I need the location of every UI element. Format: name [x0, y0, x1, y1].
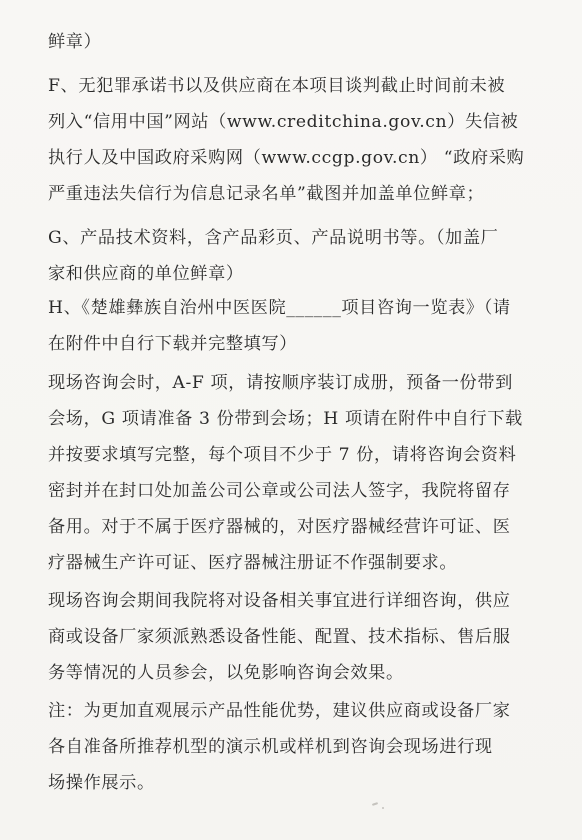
scan-speck [372, 802, 378, 806]
text-line: 商或设备厂家须派熟悉设备性能、配置、技术指标、售后服 [48, 627, 511, 647]
text-line: F、无犯罪承诺书以及供应商在本项目谈判截止时间前未被 [48, 76, 506, 96]
text-line: 在附件中自行下载并完整填写） [48, 334, 298, 354]
text-line: 各自准备所推荐机型的演示机或样机到咨询会现场进行现 [48, 737, 493, 757]
text-line: 务等情况的人员参会，以免影响咨询会效果。 [48, 663, 404, 683]
text-line: 家和供应商的单位鲜章） [48, 264, 244, 284]
text-line: 并按要求填写完整，每个项目不少于 7 份，请将咨询会资料 [48, 445, 517, 465]
scan-speck [382, 807, 384, 809]
text-line: 严重违法失信行为信息记录名单”截图并加盖单位鲜章； [48, 184, 485, 204]
text-line: 执行人及中国政府采购网（www.ccgp.gov.cn） “政府采购 [48, 148, 525, 168]
text-line: 会场，G 项请准备 3 份带到会场；H 项请在附件中自行下载 [48, 409, 523, 429]
text-line: 场操作展示。 [48, 773, 155, 793]
text-line: 备用。对于不属于医疗器械的，对医疗器械经营许可证、医 [48, 517, 511, 537]
text-line: H、《楚雄彝族自治州中医医院______项目咨询一览表》（请 [48, 298, 511, 318]
text-line: 现场咨询会期间我院将对设备相关事宜进行详细咨询，供应 [48, 591, 511, 611]
text-line: 鲜章） [48, 32, 102, 52]
text-line: 密封并在封口处加盖公司公章或公司法人签字，我院将留存 [48, 481, 511, 501]
text-line: 现场咨询会时，A-F 项，请按顺序装订成册，预备一份带到 [48, 373, 513, 393]
text-line: 列入“信用中国”网站（www.creditchina.gov.cn）失信被 [48, 112, 519, 132]
text-line: 注：为更加直观展示产品性能优势，建议供应商或设备厂家 [48, 701, 511, 721]
text-line: G、产品技术资料，含产品彩页、产品说明书等。（加盖厂 [48, 228, 499, 248]
text-line: 疗器械生产许可证、医疗器械注册证不作强制要求。 [48, 553, 458, 573]
